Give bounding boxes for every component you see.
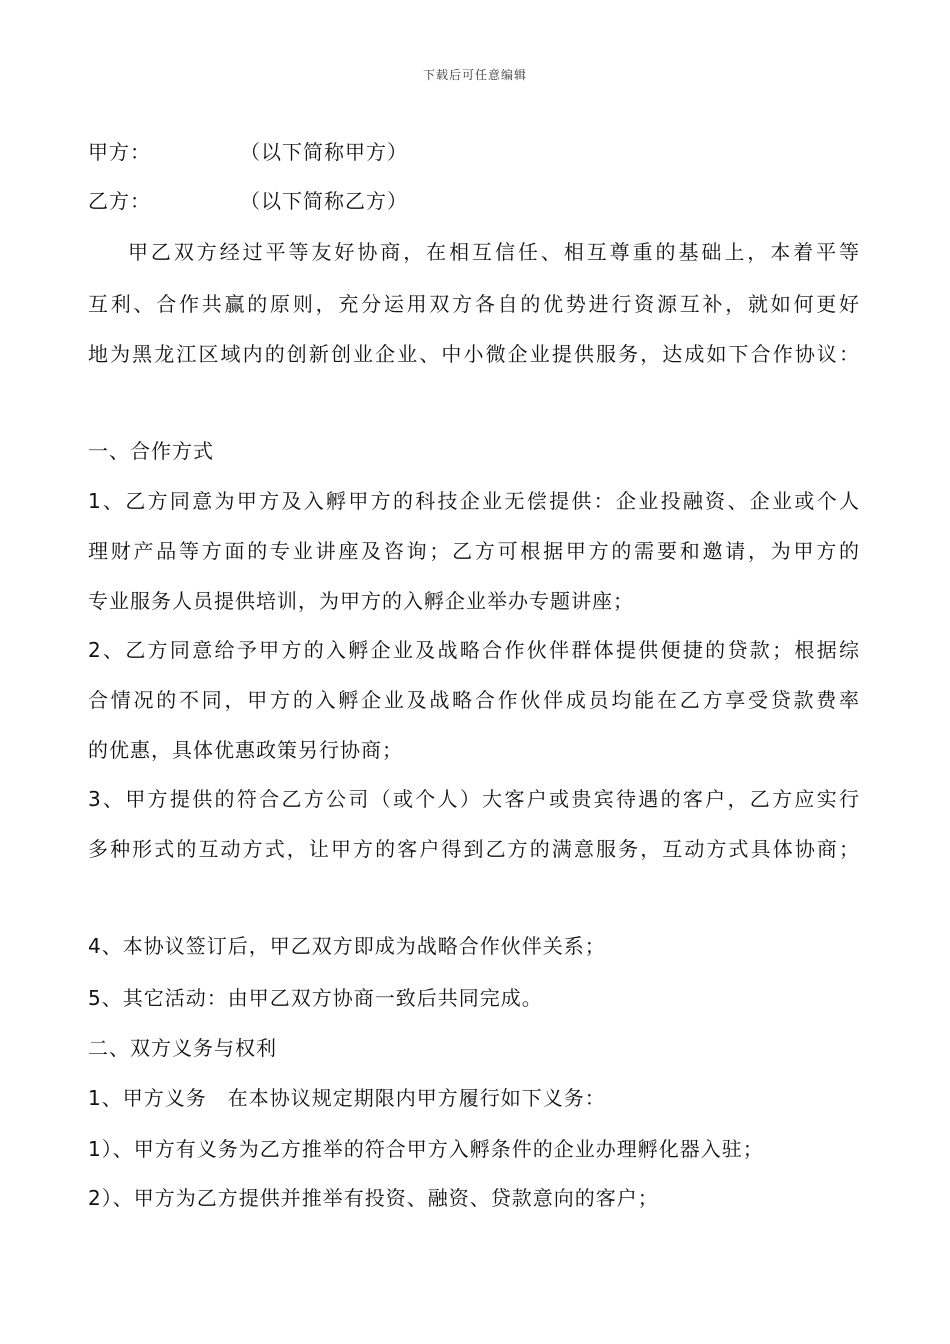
section-2-point-2: 2）、甲方为乙方提供并推举有投资、融资、贷款意向的客户；: [88, 1186, 659, 1210]
item-1-line-2: 理财产品等方面的专业讲座及咨询；乙方可根据甲方的需要和邀请，为甲方的: [88, 539, 860, 563]
section-2-point-1: 1）、甲方有义务为乙方推举的符合甲方入孵条件的企业办理孵化器入驻；: [88, 1137, 764, 1161]
section-2-title: 二、双方义务与权利: [88, 1036, 277, 1060]
item-2-line-3: 的优惠，具体优惠政策另行协商；: [88, 738, 403, 762]
item-1-line-1: 1、乙方同意为甲方及入孵甲方的科技企业无偿提供：企业投融资、企业或个人: [88, 489, 860, 513]
page-header: 下载后可任意编辑: [422, 68, 527, 82]
item-2-line-2: 合情况的不同，甲方的入孵企业及战略合作伙伴成员均能在乙方享受贷款费率: [88, 688, 860, 712]
item-2-line-1: 2、乙方同意给予甲方的入孵企业及战略合作伙伴群体提供便捷的贷款；根据综: [88, 638, 860, 662]
section-1-title: 一、合作方式: [88, 439, 214, 463]
party-a-label: 甲方：: [88, 140, 151, 164]
item-4: 4、本协议签订后，甲乙双方即成为战略合作伙伴关系；: [88, 934, 606, 958]
item-3-line-1: 3、甲方提供的符合乙方公司（或个人）大客户或贵宾待遇的客户，乙方应实行: [88, 787, 860, 811]
party-a-line: [88, 139, 408, 165]
intro-line-1: 甲乙双方经过平等友好协商，在相互信任、相互尊重的基础上，本着平等: [128, 240, 860, 264]
item-3-line-2: 多种形式的互动方式，让甲方的客户得到乙方的满意服务，互动方式具体协商；: [88, 837, 860, 861]
intro-line-3: 地为黑龙江区域内的创新创业企业、中小微企业提供服务，达成如下合作协议：: [88, 342, 860, 366]
party-b-note: （以下简称乙方）: [240, 189, 408, 213]
party-b-label: 乙方：: [88, 189, 151, 213]
party-b-line: [88, 188, 408, 214]
item-1-line-3: 专业服务人员提供培训，为甲方的入孵企业举办专题讲座；: [88, 589, 634, 613]
intro-line-2: 互利、合作共赢的原则，充分运用双方各自的优势进行资源互补，就如何更好: [88, 292, 860, 316]
section-2-sub-1: 1、甲方义务 在本协议规定期限内甲方履行如下义务：: [88, 1086, 606, 1110]
party-a-note: （以下简称甲方）: [240, 140, 408, 164]
item-5: 5、其它活动：由甲乙双方协商一致后共同完成。: [88, 986, 543, 1010]
